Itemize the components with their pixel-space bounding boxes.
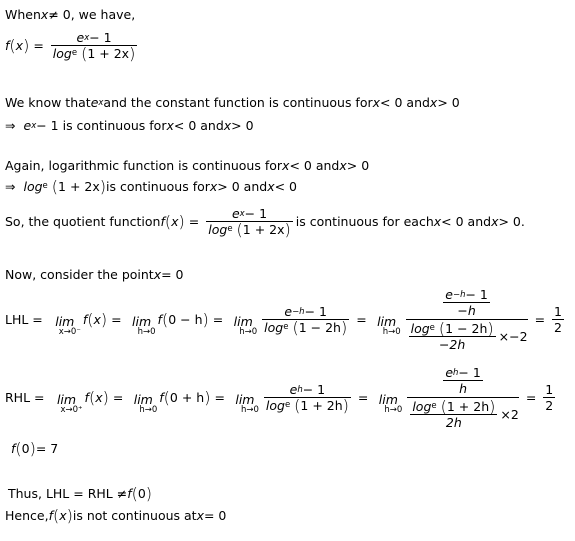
lhl-equation: LHL = lim x→0⁻ f ( x ) = lim h→0 f ( 0 − h ) = lim h→0 e −h − 1 log e ( 1 − 2h ) = lim h→0 e −h − 1 −h log e ( 1 − 2h ) −2h ×−2 = $\frac{1}{2}$ (5, 287, 562, 352)
exp-base: e (76, 30, 85, 45)
limit-operator (128, 316, 156, 337)
log-arg: 1 + 2x (87, 46, 130, 61)
argument: 0 (137, 486, 146, 501)
log-base: e (71, 48, 78, 58)
var-x: x (59, 508, 67, 523)
exp-base: e (445, 365, 454, 380)
equals-sign: = (112, 390, 124, 405)
numerator: 1 (545, 382, 554, 397)
var-x: x (196, 508, 204, 523)
equals-sign: = (212, 312, 224, 327)
denominator: h (459, 381, 468, 396)
equals-sign: = (525, 390, 537, 405)
var-x: x (433, 214, 442, 229)
text: Now, consider the point (5, 267, 154, 282)
var-x: x (153, 267, 162, 282)
argument: 0 (21, 441, 30, 456)
fraction: e −h − 1 log e ( 1 − 2h ) (264, 304, 348, 337)
func-f: f (160, 214, 165, 229)
var-x: x (171, 214, 179, 229)
limit-operator (231, 394, 259, 415)
text: is continuous for (106, 179, 210, 194)
exp-base: e (90, 95, 99, 110)
definition-fx: f ( x ) = e x − 1 log e ( 1 + 2x ) (5, 30, 136, 63)
log-text: log (264, 320, 284, 335)
fraction: e h − 1 log e ( 1 + 2h ) (265, 382, 349, 415)
argument: 0 − h (168, 312, 203, 327)
var-x: x (429, 95, 438, 110)
var-x: x (282, 158, 290, 173)
lim-text: lim (55, 314, 75, 329)
log-base: e (429, 323, 435, 333)
fraction-bar (407, 397, 518, 398)
exp-base: e (284, 304, 293, 319)
limit-subscript: x→0⁻ (58, 327, 81, 337)
line-implies-1: ⇒ e x − 1 is continuous for x < 0 and x > 0 (5, 118, 254, 133)
lim-text: lim (233, 314, 253, 329)
equals-sign: = (111, 312, 122, 327)
implies-arrow: ⇒ (5, 179, 16, 194)
limit-subscript: h→0 (239, 327, 258, 337)
text: − 1 (304, 304, 327, 319)
func-f: f (127, 486, 132, 501)
line-again (5, 158, 369, 173)
text: ≠ 0, we have, (48, 7, 136, 22)
denominator: 2 (545, 398, 554, 413)
log-text: log (410, 321, 430, 336)
limit-subscript: h→0 (382, 327, 401, 337)
text: − 1 (302, 382, 326, 397)
lim-text: lim (377, 314, 397, 329)
var-x: x (93, 312, 101, 327)
text: > 0 (437, 95, 460, 110)
lim-text: lim (56, 392, 77, 407)
lim-text: lim (378, 392, 398, 407)
limit-subscript: x→0⁺ (60, 405, 83, 415)
lhl-label: LHL = (5, 312, 43, 327)
text: When (5, 7, 41, 22)
numerator: 1 (554, 304, 562, 319)
text: Thus, LHL = RHL ≠ (8, 486, 128, 501)
line-quotient: So, the quotient function f ( x ) = e x − 1 log e ( 1 + 2x ) is continuous for each x < 0 and x > 0. (5, 206, 525, 239)
var-x: x (267, 179, 275, 194)
text: and the constant function is continuous for (103, 95, 373, 110)
text: = 0 (203, 508, 227, 523)
limit-subscript: h→0 (139, 405, 158, 415)
func-f: f (157, 312, 162, 327)
text: − 1 is continuous for (36, 118, 167, 133)
multiplier: ×−2 (498, 329, 528, 344)
func-f: f (159, 390, 164, 405)
text: > 0 (346, 158, 370, 173)
log-arg: 1 − 2h (298, 320, 341, 335)
var-x: x (40, 7, 49, 22)
text: < 0 and (173, 118, 224, 133)
func-f: f (11, 441, 16, 456)
limit-operator (374, 394, 402, 415)
func-f: f (48, 508, 53, 523)
log-base: e (227, 224, 233, 234)
limit-subscript: h→0 (384, 405, 403, 415)
limit-subscript: h→0 (240, 405, 259, 415)
lim-text: lim (133, 392, 153, 407)
line-consider-point (5, 267, 184, 282)
exp-base: e (289, 382, 298, 397)
func-f: f (5, 38, 10, 53)
lim-text: lim (235, 392, 255, 407)
result-fraction (552, 304, 564, 335)
limit-operator (229, 316, 257, 337)
text: > 0 and (217, 179, 268, 194)
text: − 1 (458, 365, 481, 380)
text: is not continuous at (72, 508, 197, 523)
equals-sign: = (188, 214, 200, 229)
var-x: x (95, 390, 103, 405)
denominator: 2h (445, 415, 462, 430)
equals-sign: = (357, 390, 369, 405)
log-text: log (208, 222, 228, 237)
log-text: log (23, 179, 43, 194)
var-x: x (223, 118, 232, 133)
text: = 0 (161, 267, 184, 282)
text: Again, logarithmic function is continuous for (5, 158, 283, 173)
var-x: x (491, 214, 499, 229)
log-arg: 1 + 2x (58, 179, 100, 194)
line-thus: Thus, LHL = RHL ≠ f ( 0 ) (8, 484, 153, 503)
argument: 0 + h (169, 390, 205, 405)
rhl-equation: RHL = lim x→0⁺ f ( x ) = lim h→0 f ( 0 + h ) = lim h→0 e h − 1 log e ( 1 + 2h ) = lim h→0 e h − 1 h log e ( 1 + 2h ) 2h ×2 = $\frac{1}{2}$ (5, 365, 554, 430)
log-base: e (42, 181, 48, 191)
text: is continuous for each (295, 214, 434, 229)
var-x: x (372, 95, 381, 110)
text: < 0 (274, 179, 297, 194)
log-arg: 1 − 2h (445, 321, 488, 336)
log-text: log (412, 399, 432, 414)
text: < 0 and (289, 158, 340, 173)
implies-arrow: ⇒ (5, 118, 16, 133)
text: So, the quotient function (5, 214, 161, 229)
log-text: log (52, 46, 72, 61)
limit-operator (49, 316, 81, 337)
exp-base: e (23, 118, 32, 133)
equals-sign: = (214, 390, 225, 405)
equals-sign: = (33, 38, 44, 53)
log-arg: 1 + 2h (446, 399, 490, 414)
var-x: x (339, 158, 347, 173)
log-text: log (265, 398, 285, 413)
text: > 0. (498, 214, 525, 229)
line-implies-2: ⇒ log e ( 1 + 2x ) is continuous for x > 0 and x < 0 (5, 177, 297, 196)
log-base: e (283, 322, 289, 332)
fraction: log e ( 1 − 2h ) −2h (410, 319, 494, 352)
func-f: f (84, 390, 89, 405)
log-arg: 1 + 2h (300, 398, 343, 413)
text: We know that (5, 95, 91, 110)
text: < 0 and (441, 214, 492, 229)
text: = 7 (35, 441, 59, 456)
lim-text: lim (132, 314, 152, 329)
rhl-label: RHL = (5, 390, 45, 405)
text: − 1 (465, 287, 488, 302)
text: Hence, (5, 508, 49, 523)
fraction: log e ( 1 + 2h ) 2h (412, 397, 496, 430)
line-we-know: We know that e x and the constant function is continuous for x < 0 and x > 0 (5, 95, 460, 110)
text: − 1 (244, 206, 268, 221)
limit-operator (129, 394, 157, 415)
line-when-x-ne-0 (5, 7, 135, 22)
limit-operator (51, 394, 83, 415)
limit-subscript: h→0 (137, 327, 156, 337)
text: − 1 (89, 30, 112, 45)
line-hence: Hence, f ( x ) is not continuous at x = 0 (5, 506, 227, 525)
log-arg: 1 + 2x (242, 222, 285, 237)
compound-fraction (407, 365, 518, 430)
var-x: x (15, 38, 24, 53)
exp-base: e (231, 206, 240, 221)
limit-operator (373, 316, 401, 337)
compound-fraction (406, 287, 528, 352)
text: > 0 (231, 118, 254, 133)
denominator: −h (457, 303, 476, 318)
fraction: e x − 1 log e ( 1 + 2x ) (52, 30, 136, 63)
var-x: x (166, 118, 174, 133)
equals-sign: = (356, 312, 367, 327)
log-base: e (284, 400, 291, 410)
fraction: e h − 1 h (445, 365, 481, 396)
var-x: x (209, 179, 218, 194)
denominator: 2 (554, 320, 562, 335)
log-base: e (431, 401, 437, 411)
fraction-bar (406, 319, 528, 320)
fraction: e x − 1 log e ( 1 + 2x ) (208, 206, 291, 239)
func-f: f (82, 312, 88, 327)
exp-base: e (445, 287, 453, 302)
equals-sign: = (534, 312, 546, 327)
denominator: −2h (438, 337, 466, 352)
multiplier: ×2 (500, 407, 519, 422)
text: < 0 and (380, 95, 430, 110)
line-f0: f ( 0 ) = 7 (11, 439, 59, 458)
result-fraction (543, 382, 555, 413)
fraction: e −h − 1 −h (445, 287, 488, 318)
